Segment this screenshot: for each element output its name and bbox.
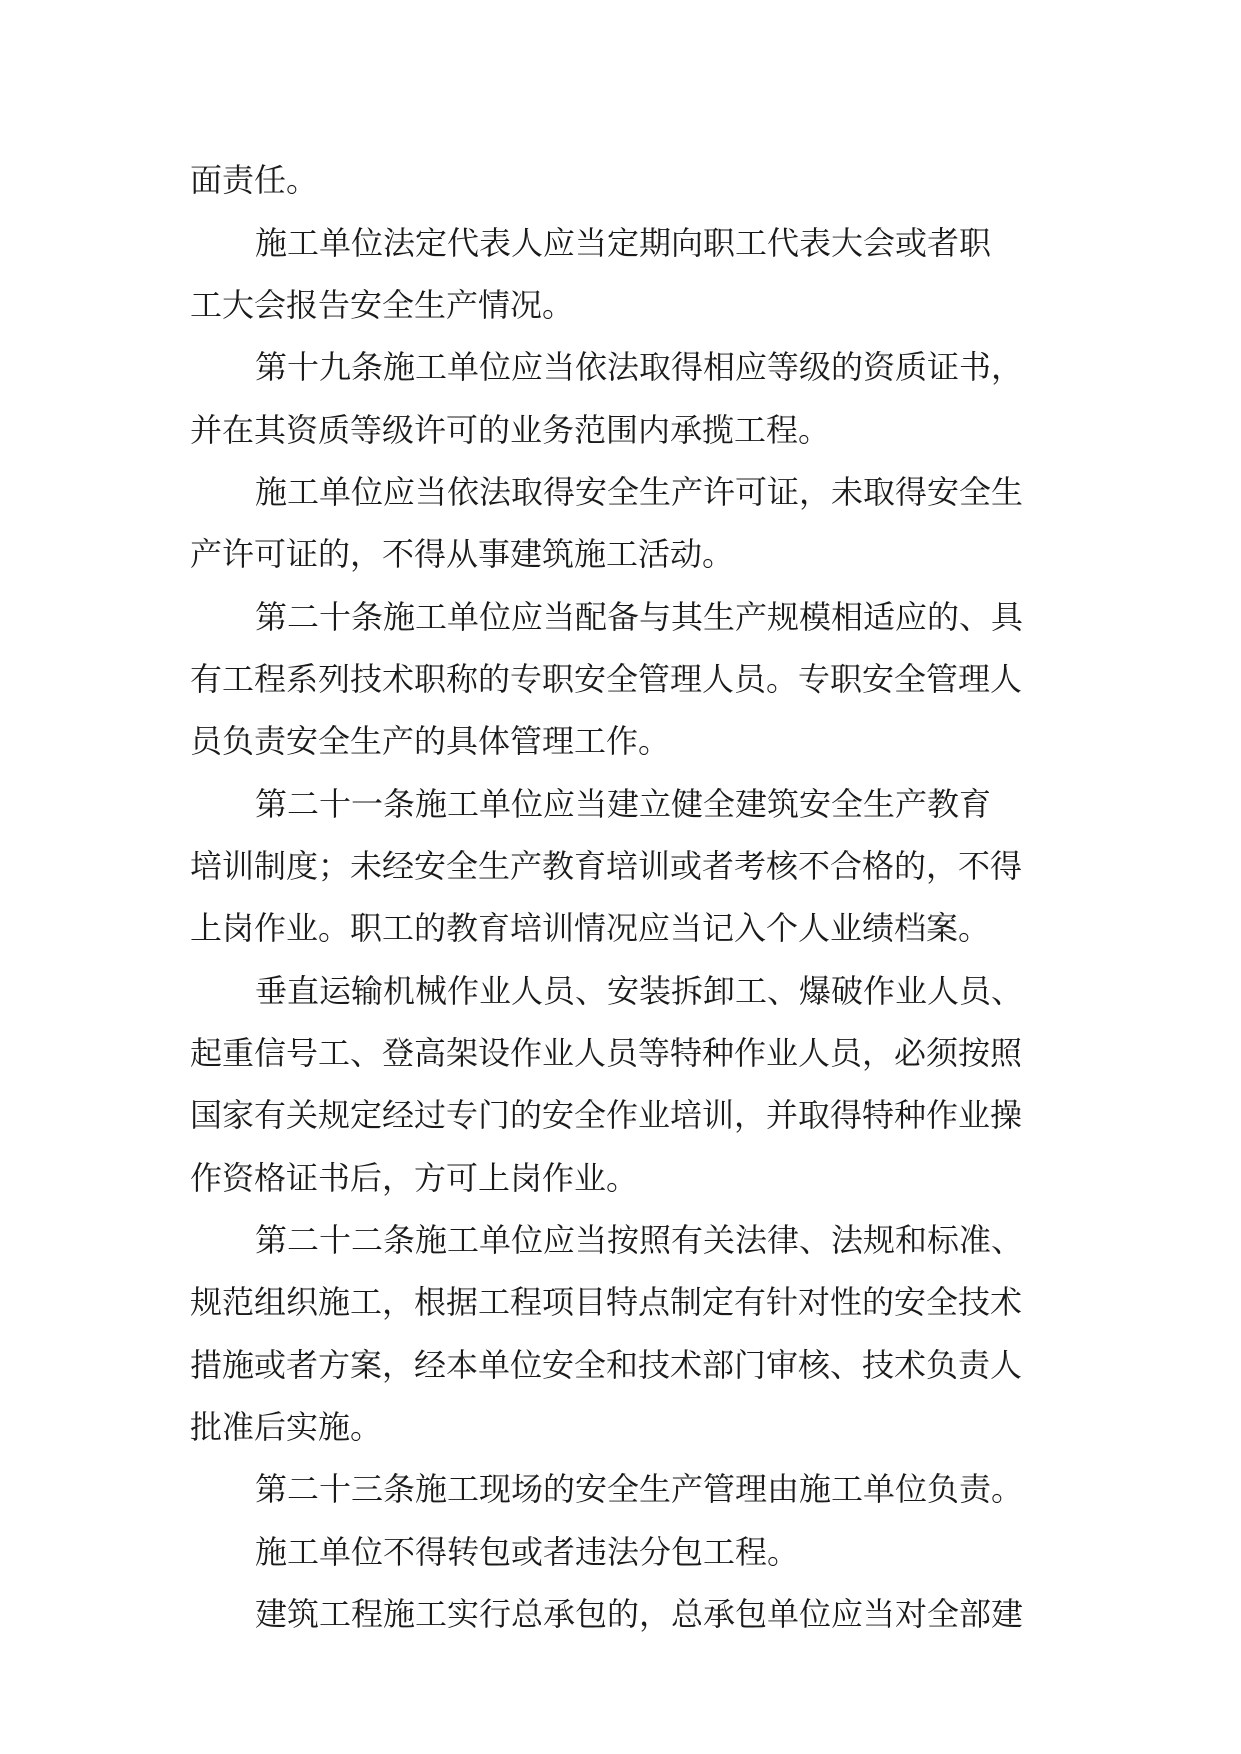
line-text: 施工单位不得转包或者违法分包工程。 xyxy=(255,1533,800,1571)
line-text: 产许可证的，不得从事建筑施工活动。 xyxy=(190,535,735,573)
text-line xyxy=(190,524,734,584)
text-line xyxy=(255,1459,1023,1519)
text-line xyxy=(255,337,1023,397)
text-line xyxy=(190,150,318,210)
text-line xyxy=(190,649,1022,709)
text-line xyxy=(255,774,991,834)
text-line xyxy=(255,961,1023,1021)
line-text: 垂直运输机械作业人员、安装拆卸工、爆破作业人员、 xyxy=(255,972,1024,1010)
line-text: 工大会报告安全生产情况。 xyxy=(190,286,575,324)
line-text: 批准后实施。 xyxy=(190,1408,383,1446)
text-line xyxy=(255,587,1023,647)
line-text: 上岗作业。职工的教育培训情况应当记入个人业绩档案。 xyxy=(190,909,991,947)
line-text: 作资格证书后，方可上岗作业。 xyxy=(190,1159,639,1197)
line-text: 施工单位法定代表人应当定期向职工代表大会或者职 xyxy=(255,224,992,262)
text-line xyxy=(190,898,990,958)
line-text: 有工程系列技术职称的专职安全管理人员。专职安全管理人 xyxy=(190,660,1023,698)
text-line xyxy=(255,1210,1023,1270)
text-line xyxy=(255,1584,1023,1644)
line-text: 国家有关规定经过专门的安全作业培训，并取得特种作业操 xyxy=(190,1096,1023,1134)
line-text: 第二十三条施工现场的安全生产管理由施工单位负责。 xyxy=(255,1470,1024,1508)
text-line xyxy=(190,400,830,460)
line-text: 第十九条施工单位应当依法取得相应等级的资质证书， xyxy=(255,348,1024,386)
text-line xyxy=(190,1335,1022,1395)
text-line xyxy=(190,1148,638,1208)
line-text: 第二十条施工单位应当配备与其生产规模相适应的、具 xyxy=(255,598,1024,636)
line-text: 建筑工程施工实行总承包的，总承包单位应当对全部建 xyxy=(255,1595,1024,1633)
line-text: 员负责安全生产的具体管理工作。 xyxy=(190,722,671,760)
line-text: 规范组织施工，根据工程项目特点制定有针对性的安全技术 xyxy=(190,1283,1023,1321)
text-line xyxy=(190,1272,1022,1332)
text-line xyxy=(255,462,1023,522)
line-text: 措施或者方案，经本单位安全和技术部门审核、技术负责人 xyxy=(190,1346,1023,1384)
line-text: 培训制度；未经安全生产教育培训或者考核不合格的，不得 xyxy=(190,847,1023,885)
text-line xyxy=(190,275,574,335)
text-line xyxy=(190,836,1022,896)
text-line xyxy=(190,1397,382,1457)
text-line xyxy=(190,1085,1022,1145)
line-text: 面责任。 xyxy=(190,161,319,199)
line-text: 并在其资质等级许可的业务范围内承揽工程。 xyxy=(190,411,831,449)
text-line xyxy=(190,1023,1022,1083)
text-line xyxy=(190,711,670,771)
line-text: 第二十一条施工单位应当建立健全建筑安全生产教育 xyxy=(255,785,992,823)
line-text: 起重信号工、登高架设作业人员等特种作业人员，必须按照 xyxy=(190,1034,1023,1072)
line-text: 第二十二条施工单位应当按照有关法律、法规和标准、 xyxy=(255,1221,1024,1259)
line-text: 施工单位应当依法取得安全生产许可证，未取得安全生 xyxy=(255,473,1024,511)
text-line xyxy=(255,1522,799,1582)
text-line xyxy=(255,213,991,273)
